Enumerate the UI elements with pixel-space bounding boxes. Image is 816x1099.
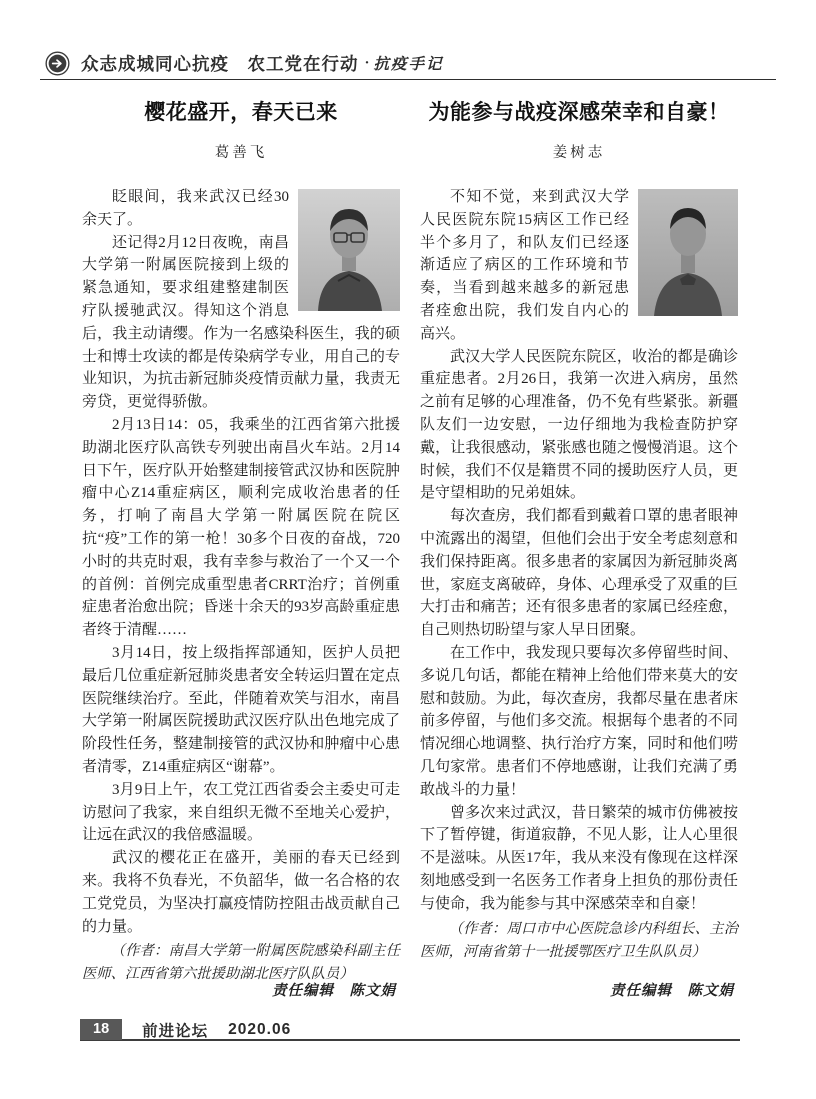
article-left-body (82, 186, 400, 938)
paragraph: 武汉大学人民医院东院区，收治的都是确诊重症患者。2月26日，我第一次进入病房，虽然之前有足够的心理准备，仍不免有些紧张。新疆队友们一边安慰，一边仔细地为我检查防护穿戴，让我很感动，紧张感也随之慢慢消退。这个时候，我们不仅是籍贯不同的援助医疗人员，更是守望相助的兄弟姐妹。 (420, 348, 738, 502)
article-right-author-note: （作者：周口市中心医院急诊内科组长、主治医师，河南省第十一批援鄂医疗卫生队队员） (420, 920, 738, 960)
paragraph: 在工作中，我发现只要每次多停留些时间、多说几句话，都能在精神上给他们带来莫大的安慰和鼓励。为此，每次查房，我都尽量在患者床前多停留，与他们多交流。根据每个患者的不同情况细心地调整、执行治疗方案，同时和他们唠几句家常。患者们不停地感谢，让我们充满了勇敢战斗的力量！ (420, 644, 738, 798)
page-header (45, 48, 776, 78)
article-right-editor: 责任编辑 陈文娟 (610, 983, 734, 999)
article-left-author-note: （作者：南昌大学第一附属医院感染科副主任医师、江西省第六批援助湖北医疗队队员） (82, 943, 400, 983)
article-left-editor: 责任编辑 陈文娟 (272, 983, 396, 999)
journal-title: 前进论坛 (142, 1022, 209, 1040)
page-number: 18 (80, 1019, 122, 1040)
author-photo-left (298, 189, 400, 311)
paragraph: 2月13日14：05，我乘坐的江西省第六批援助湖北医疗队高铁专列驶出南昌火车站。2月14日下午，医疗队开始整建制接管武汉协和医院肿瘤中心Z14重症病区，顺利完成收治患者的任务，打响了南昌大学第一附属医院在院区抗“疫”工作的第一枪！30多个日夜的奋战，720小时的共克时艰，我有幸参与救治了一个又一个的首例：首例完成重型患者CRRT治疗；首例重症患者治愈出院；昏迷十余天的93岁高龄重症患者终于清醒…… (82, 416, 400, 639)
title-separator-dot: · (364, 54, 370, 71)
arrow-right-circle-icon (45, 51, 70, 76)
paragraph: 还记得2月12日夜晚，南昌大学第一附属医院接到上级的紧急通知，要求组建整建制医疗队援驰武汉。得知这个消息后，我主动请缨。作为一名感染科医生，我的硕士和博士攻读的都是传染病学专业，用自己的专业知识，为抗击新冠肺炎疫情贡献力量，我责无旁贷，更觉得骄傲。 (82, 234, 400, 411)
article-right (420, 90, 738, 1000)
article-right-title: 为能参与战疫深感荣幸和自豪！ (428, 101, 730, 124)
article-left-author: 葛善飞 (214, 145, 268, 161)
paragraph: 3月9日上午，农工党江西省委会主委史可走访慰问了我家，来自组织无微不至地关心爱护，让远在武汉的我倍感温暖。 (82, 781, 400, 844)
paragraph: 每次查房，我们都看到戴着口罩的患者眼神中流露出的渴望，但他们会出于安全考虑刻意和我们保持距离。很多患者的家属因为新冠肺炎离世，家庭支离破碎，身体、心理承受了双重的巨大打击和痛苦；还有很多患者的家属已经痊愈，自己则热切盼望与家人早日团聚。 (420, 508, 738, 639)
author-photo-right (638, 189, 738, 316)
page-footer (80, 1019, 740, 1040)
paragraph: 不知不觉，来到武汉大学人民医院东院15病区工作已经半个多月了，和队友们已经逐渐适应了病区的工作环境和节奏，当看到越来越多的新冠患者痊愈出院，我们发自内心的高兴。 (420, 189, 629, 342)
article-right-author: 姜树志 (552, 145, 606, 161)
article-left-title: 樱花盛开，春天已来 (144, 101, 338, 124)
paragraph: 武汉的樱花正在盛开，美丽的春天已经到来。我将不负春光，不负韶华，做一名合格的农工党党员，为坚决打赢疫情防控阻击战贡献自己的力量。 (82, 850, 400, 935)
section-title: 众志成城同心抗疫 农工党在行动 (81, 53, 359, 74)
article-left (82, 90, 400, 1000)
paragraph: 3月14日，按上级指挥部通知，医护人员把最后几位重症新冠肺炎患者安全转运归置在定点医院继续治疗。至此，伴随着欢笑与泪水，南昌大学第一附属医院援助武汉医疗队出色地完成了阶段性任务，整建制接管的武汉协和肿瘤中心患者清零，Z14重症病区“谢幕”。 (82, 644, 400, 775)
paragraph: 眨眼间，我来武汉已经30余天了。 (82, 189, 289, 228)
section-subtitle: 抗疫手记 (373, 56, 444, 73)
header-divider (40, 79, 776, 80)
paragraph: 曾多次来过武汉，昔日繁荣的城市仿佛被按下了暂停键，街道寂静，不见人影，让人心里很不是滋味。从医17年，我从来没有像现在这样深刻地感受到一名医务工作者身上担负的那份责任与使命，我为能参与其中深感荣幸和自豪！ (420, 804, 738, 912)
article-right-body (420, 186, 738, 916)
issue-date: 2020.06 (228, 1020, 292, 1038)
article-columns (82, 90, 738, 1000)
